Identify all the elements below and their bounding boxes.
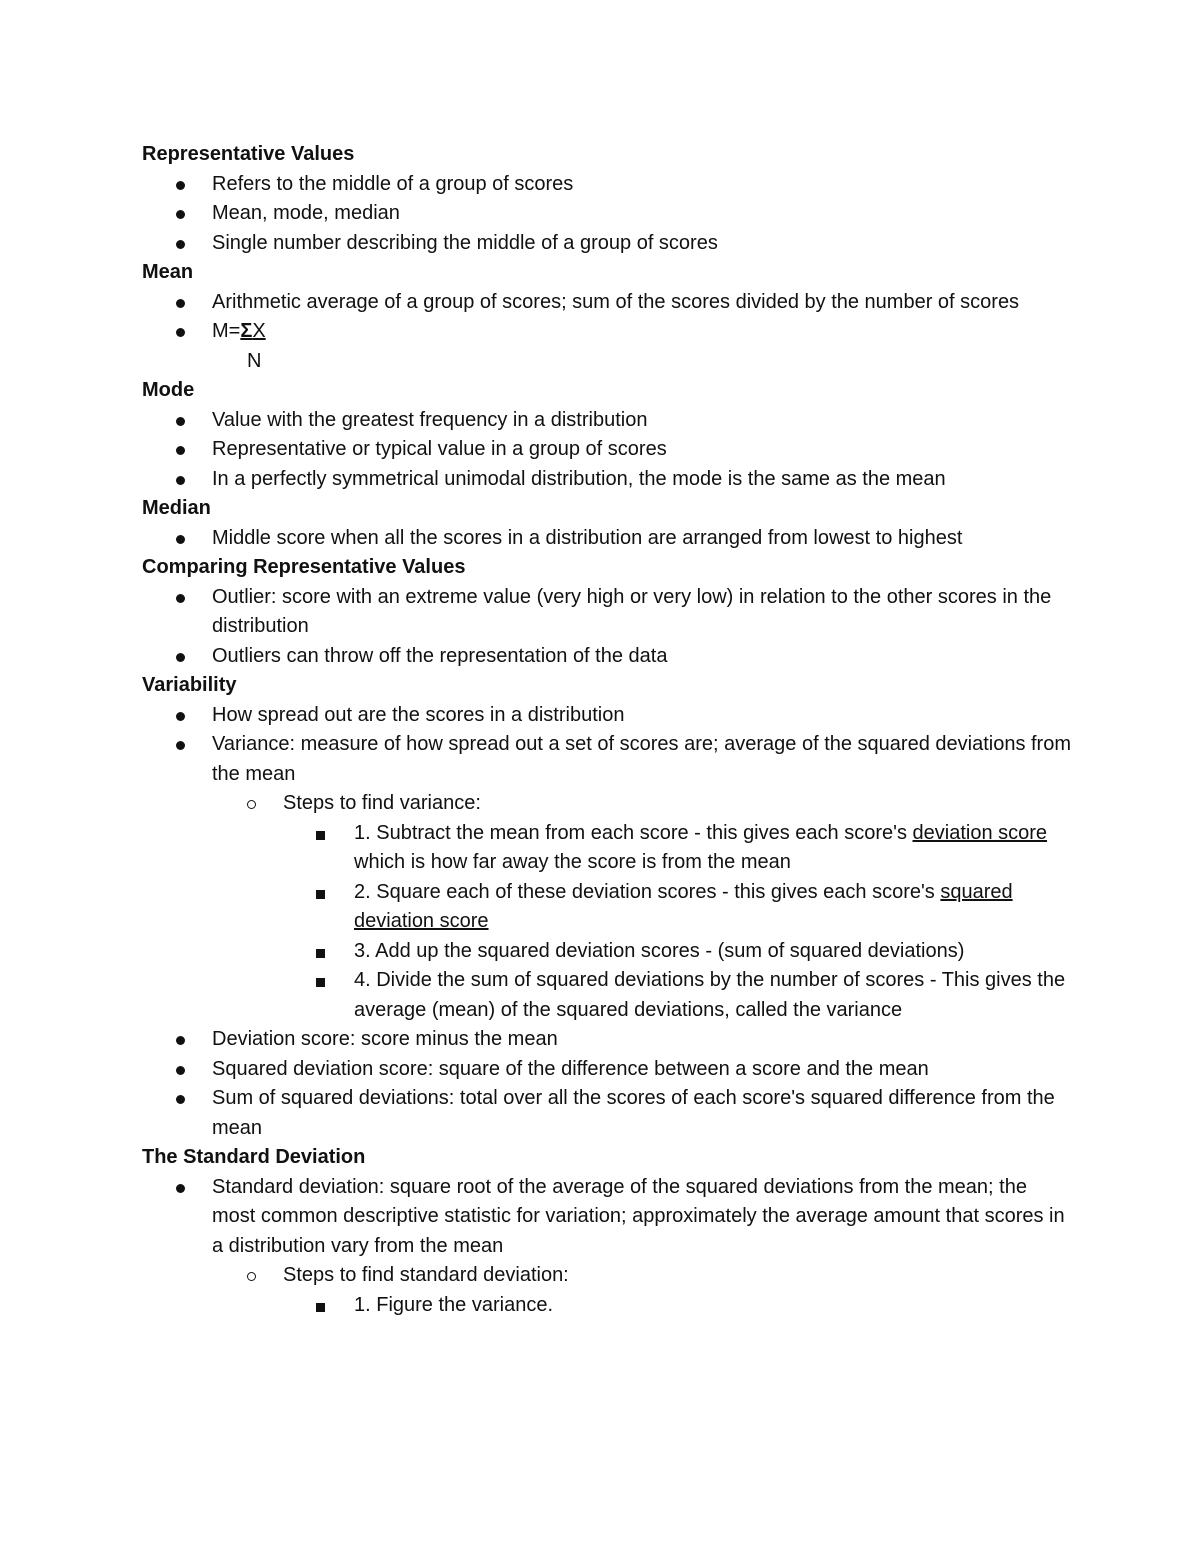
step-text: 1. Figure the variance.: [354, 1293, 553, 1316]
formula-sigma: Σ: [240, 320, 253, 342]
list-item-text: Mean, mode, median: [212, 202, 400, 224]
step-term-underlined: deviation score: [912, 821, 1048, 844]
document-body: [142, 140, 1072, 1320]
list-item: [142, 1055, 1072, 1085]
list-item-text: Squared deviation score: square of the difference between a score and the mean: [212, 1057, 929, 1080]
mean-formula-denominator-row: [142, 347, 1072, 377]
list-item-text: Representative or typical value in a group of scores: [212, 438, 667, 460]
heading-comparing: Comparing Representative Values: [142, 556, 466, 578]
list-item: [142, 406, 1072, 436]
list-item: [142, 524, 1072, 554]
list-item: [142, 170, 1072, 200]
list-item-text: Steps to find standard deviation:: [283, 1264, 569, 1286]
formula-numerator: X: [252, 320, 266, 342]
list-item-text: Value with the greatest frequency in a distribution: [212, 408, 648, 431]
list-mean: [142, 288, 1072, 377]
list-item: [142, 288, 1072, 318]
list-item: [142, 1025, 1072, 1055]
heading-variability: Variability: [142, 674, 237, 696]
list-item-text: In a perfectly symmetrical unimodal distribution, the mode is the same as the mean: [212, 467, 946, 490]
list-item: [142, 199, 1072, 229]
list-representative-values: [142, 170, 1072, 259]
list-comparing: [142, 583, 1072, 672]
list-median: [142, 524, 1072, 554]
sub-list-item: [142, 1261, 1072, 1291]
heading-representative-values: Representative Values: [142, 143, 355, 165]
list-item-text: Single number describing the middle of a group of scores: [212, 231, 718, 254]
list-item-text: Steps to find variance:: [283, 792, 481, 814]
heading-mode: Mode: [142, 379, 195, 401]
formula-prefix: M=: [212, 320, 241, 342]
step-term-underlined: squared deviation score: [354, 880, 1013, 932]
list-item-text: Refers to the middle of a group of scores: [212, 172, 574, 195]
list-item: [142, 435, 1072, 465]
step-item: [142, 878, 1072, 937]
list-item: [142, 583, 1072, 642]
list-item-text: Middle score when all the scores in a distribution are arranged from lowest to highest: [212, 526, 963, 549]
mean-formula: [142, 317, 1072, 347]
list-item-text: Deviation score: score minus the mean: [212, 1028, 558, 1050]
step-text: which is how far away the score is from the mean: [354, 851, 791, 873]
list-item-text: Arithmetic average of a group of scores; sum of the scores divided by the number of scores: [212, 290, 1020, 313]
formula-denominator: N: [247, 349, 262, 372]
step-text: 1. Subtract the mean from each score - this gives each score's: [354, 821, 913, 844]
step-text: 4. Divide the sum of squared deviations by the number of scores - This gives the average (mean) of the squared deviations, called the variance: [354, 969, 1066, 1021]
step-item: [142, 819, 1072, 878]
step-text: 3. Add up the squared deviation scores - (sum of squared deviations): [354, 939, 965, 962]
list-item-text: Standard deviation: square root of the average of the squared deviations from the mean; the most common descriptive statistic for variation; approximately the average amount that scores in a distribution vary from the mean: [212, 1175, 1065, 1257]
sub-list-item: [142, 789, 1072, 819]
step-item: [142, 937, 1072, 967]
step-item: [142, 966, 1072, 1025]
heading-standard-deviation: The Standard Deviation: [142, 1146, 366, 1168]
step-text: 2. Square each of these deviation scores - this gives each score's: [354, 880, 941, 903]
list-variability: [142, 701, 1072, 1144]
list-standard-deviation: [142, 1173, 1072, 1321]
heading-mean: Mean: [142, 261, 194, 283]
list-item-text: Outlier: score with an extreme value (very high or very low) in relation to the other scores in the distribution: [212, 585, 1052, 637]
list-item: [142, 701, 1072, 731]
list-item-text: Sum of squared deviations: total over all the scores of each score's squared difference from the mean: [212, 1087, 1055, 1139]
list-item-text: Outliers can throw off the representation of the data: [212, 644, 668, 667]
step-item: [142, 1291, 1072, 1321]
heading-median: Median: [142, 497, 211, 519]
list-item-text: Variance: measure of how spread out a set of scores are; average of the squared deviations from the mean: [212, 733, 1071, 785]
list-item: [142, 1084, 1072, 1143]
list-item-text: How spread out are the scores in a distribution: [212, 703, 625, 726]
list-mode: [142, 406, 1072, 495]
list-item: [142, 730, 1072, 789]
list-item: [142, 229, 1072, 259]
list-item: [142, 465, 1072, 495]
list-item: [142, 1173, 1072, 1262]
list-item: [142, 642, 1072, 672]
